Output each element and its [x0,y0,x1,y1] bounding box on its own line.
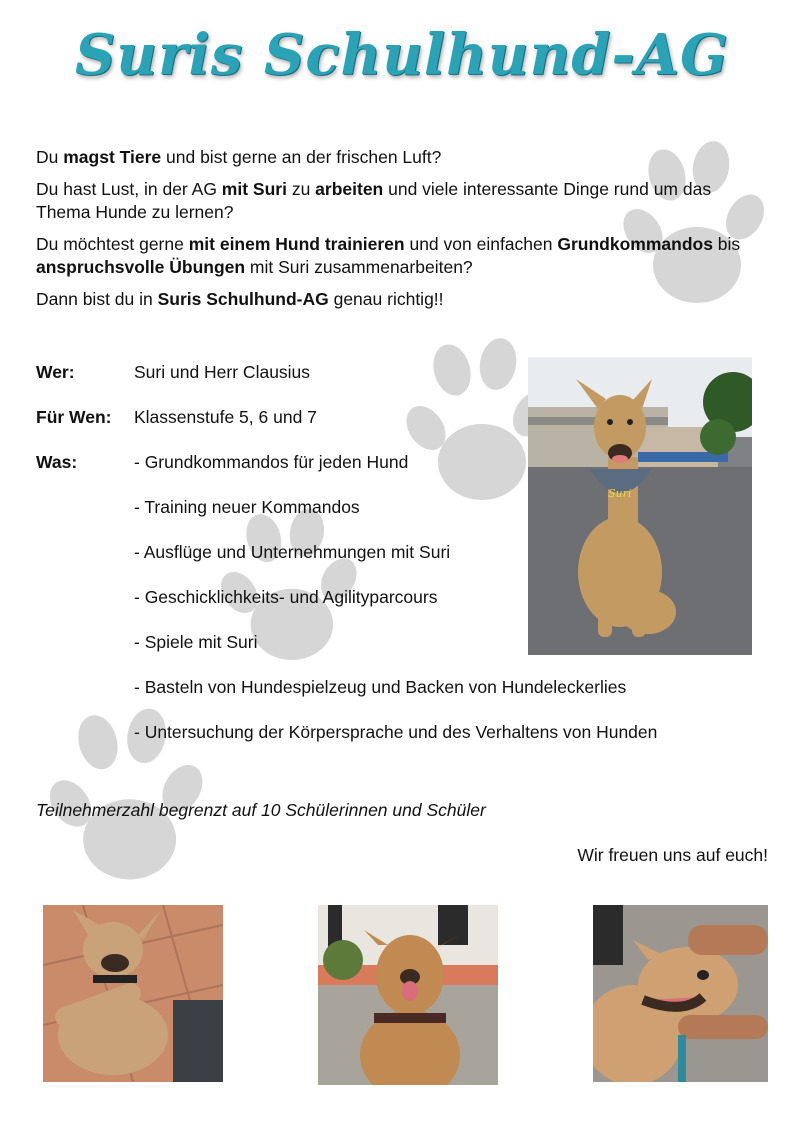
intro-paragraph [36,233,766,279]
participant-note: Teilnehmerzahl begrenzt auf 10 Schülerinnen und Schüler [36,800,486,820]
dog-photo-tongue [318,905,498,1085]
was-item: - Basteln von Hundespielzeug und Backen von Hundeleckerlies [134,677,627,697]
intro-text-segment: mit Suri zusammenarbeiten? [245,257,473,277]
dog-photo-petted [593,905,768,1082]
intro-bold-text: arbeiten [315,179,384,199]
intro-text-segment: Du hast Lust, in der AG [36,179,222,199]
intro-bold-text: anspruchsvolle Übungen [36,257,246,277]
was-label: Was: [36,452,78,472]
intro-text-segment: bis [712,234,741,254]
intro-bold-text: Suris Schulhund-AG [157,289,329,309]
was-item: - Training neuer Kommandos [134,497,360,517]
fuer-wen-label: Für Wen: [36,407,112,427]
intro-text-segment: genau richtig!! [328,289,444,309]
dog-photo-lying [43,905,223,1082]
was-item: - Geschicklichkeits- und Agilityparcours [134,587,438,607]
intro-text-segment: und bist gerne an der frischen Luft? [161,147,442,167]
intro-text-segment: Du möchtest gerne [36,234,189,254]
was-item: - Ausflüge und Unternehmungen mit Suri [134,542,451,562]
fuer-wen-value: Klassenstufe 5, 6 und 7 [134,407,317,427]
intro-text [36,146,766,320]
greeting: Wir freuen uns auf euch! [577,845,768,865]
intro-paragraph [36,288,766,311]
intro-bold-text: Grundkommandos [557,234,713,254]
dog-photo-sitting [528,357,752,655]
intro-text-segment: und viele interessante Dinge rund um das Thema Hunde zu lernen? [36,179,712,222]
page-title: Suris Schulhund-AG [74,22,729,88]
intro-text-segment: zu [286,179,316,199]
bandana-text: Suri [608,487,632,500]
intro-text-segment: Du [36,147,64,167]
was-item: - Spiele mit Suri [134,632,258,652]
wer-label: Wer: [36,362,75,382]
intro-bold-text: mit einem Hund trainieren [188,234,405,254]
was-item: - Grundkommandos für jeden Hund [134,452,409,472]
wer-value: Suri und Herr Clausius [134,362,311,382]
intro-bold-text: mit Suri [221,179,287,199]
intro-bold-text: magst Tiere [63,147,162,167]
intro-paragraph [36,178,766,224]
was-item: - Untersuchung der Körpersprache und des Verhaltens von Hunden [134,722,658,742]
intro-text-segment: Dann bist du in [36,289,158,309]
intro-text-segment: und von einfachen [404,234,558,254]
intro-paragraph [36,146,766,169]
